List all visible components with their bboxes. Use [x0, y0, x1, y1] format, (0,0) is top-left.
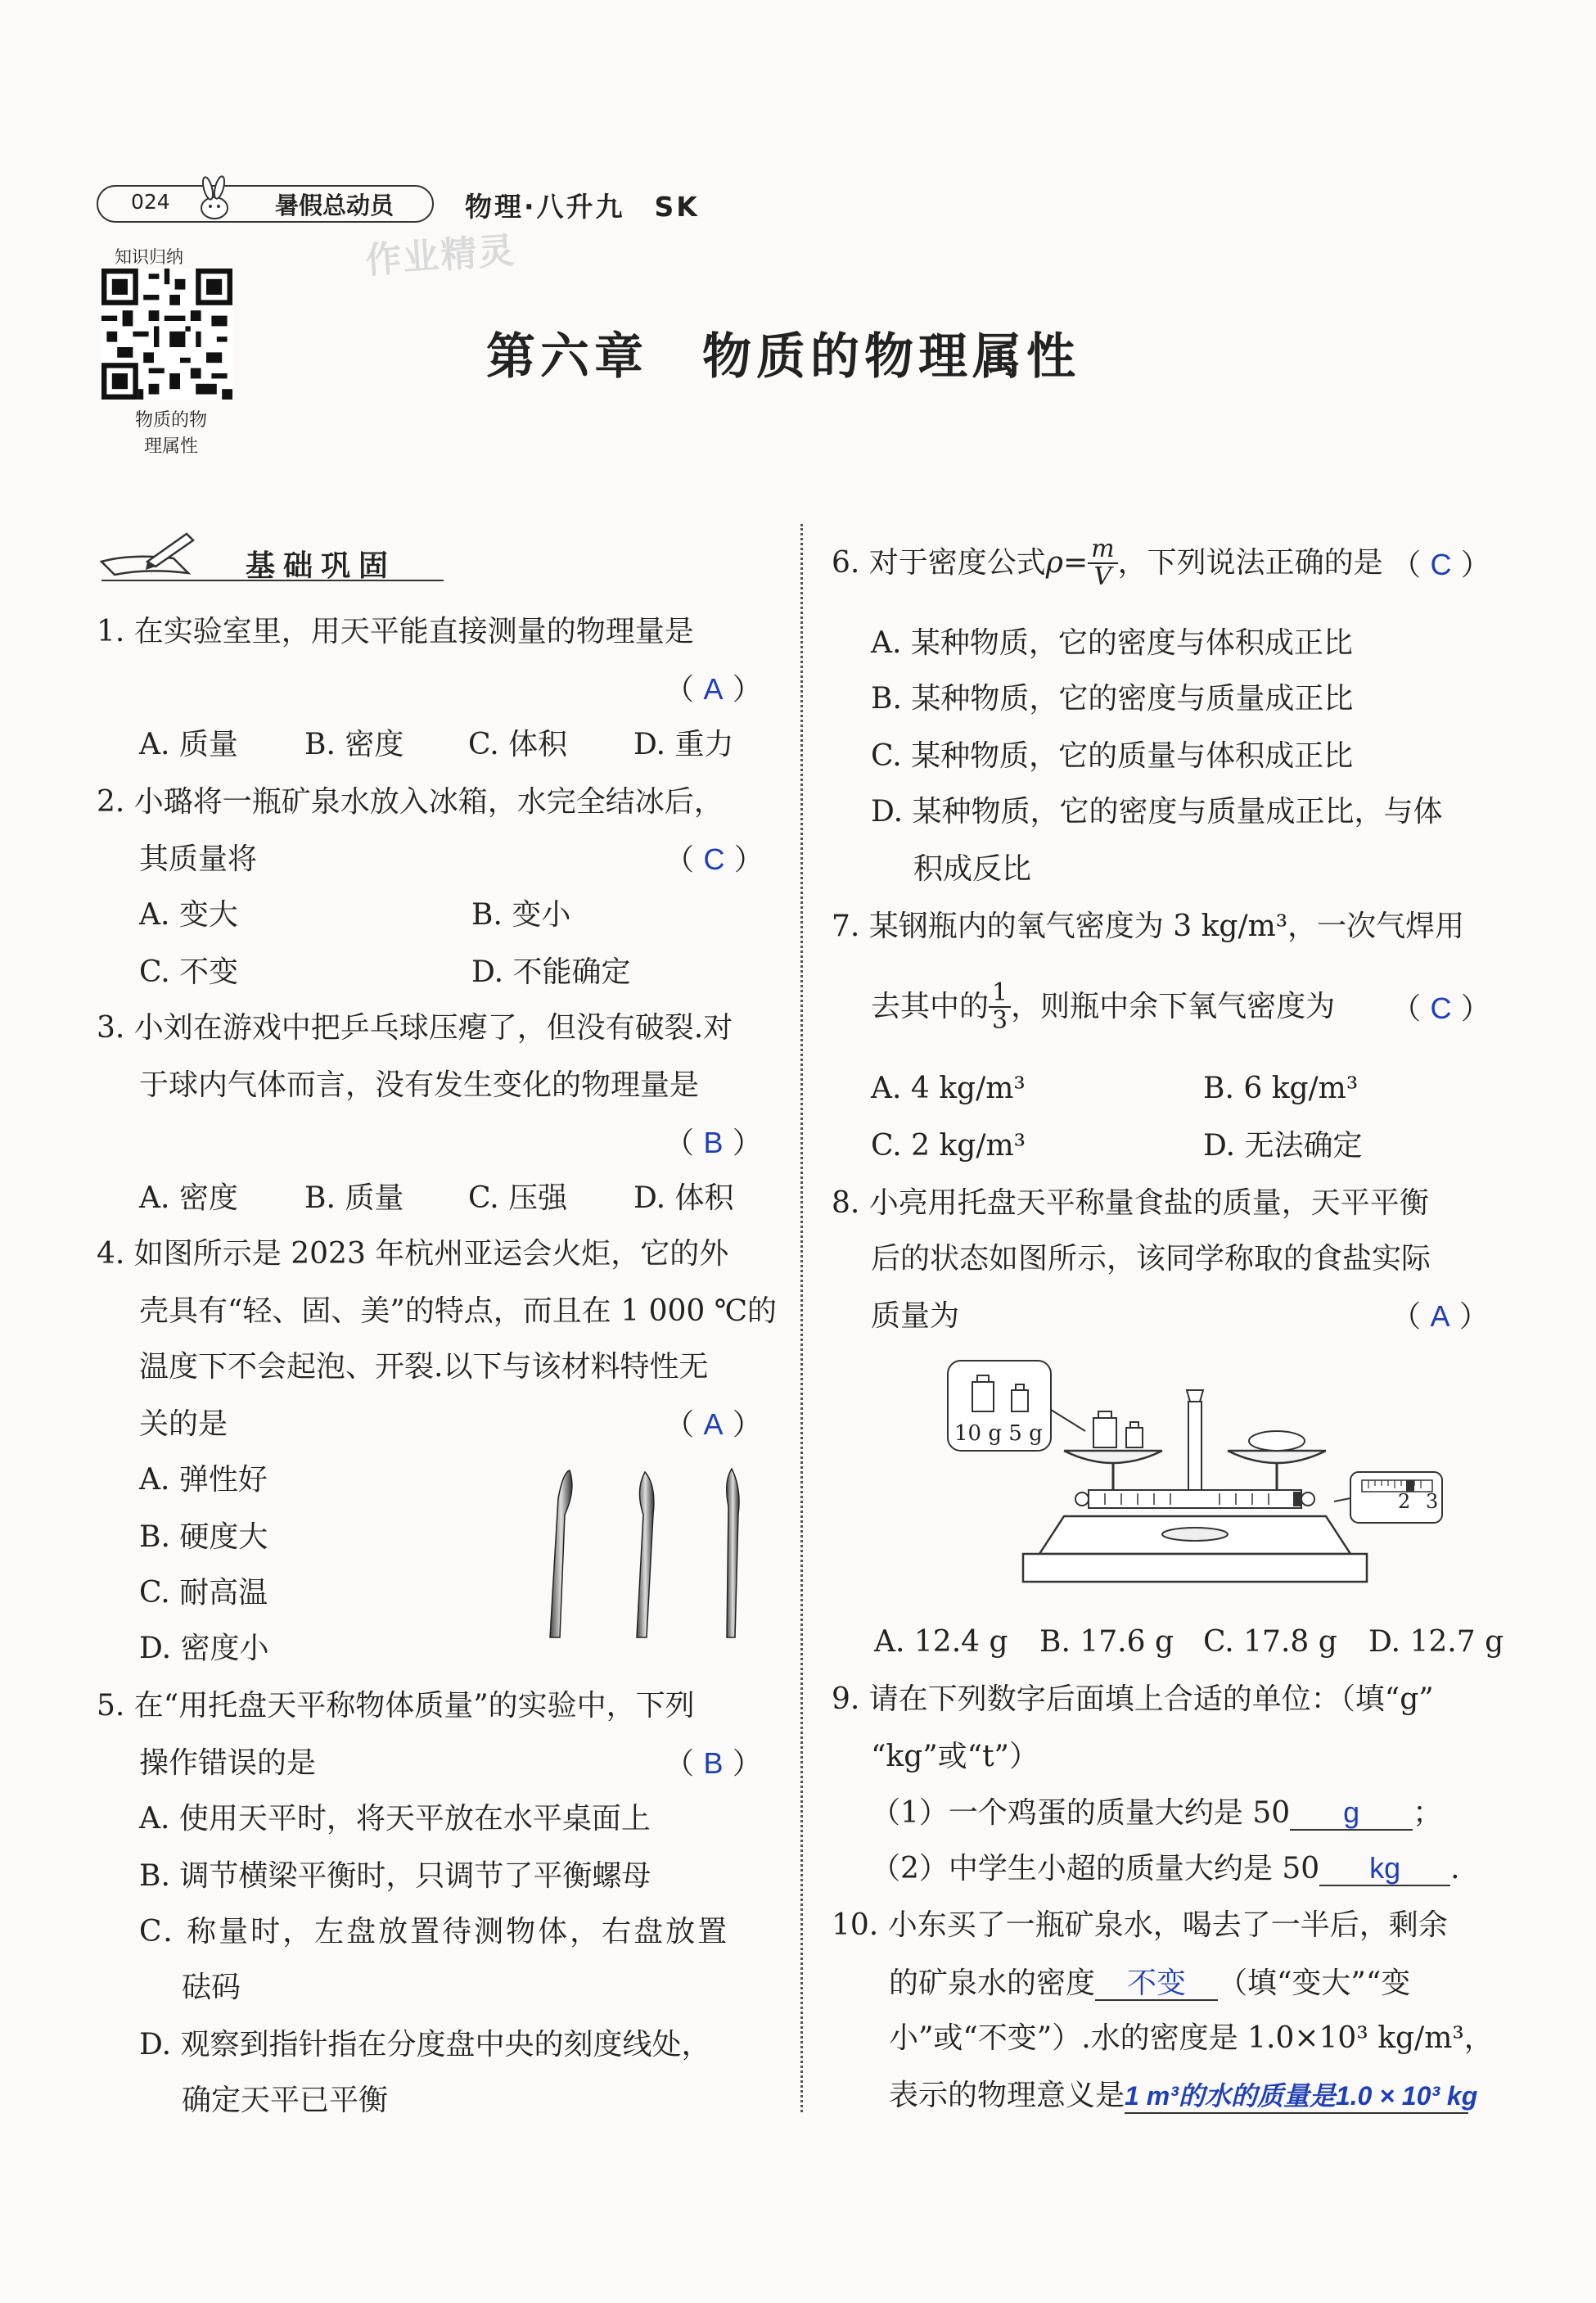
section-underline: [101, 580, 444, 581]
q7-stem-2: [871, 974, 1335, 1040]
q10-blank-meaning[interactable]: 1 m³的水的质量是1.0 × 10³ kg: [1125, 2079, 1468, 2114]
q8-option-c: C. 17.8 g: [1203, 1625, 1337, 1659]
balance-figure: [941, 1352, 1449, 1598]
q4-option-a: A. 弹性好: [139, 1463, 268, 1497]
q2-stem-1: 2. 小璐将一瓶矿泉水放入冰箱，水完全结冰后，: [97, 785, 724, 819]
q5-option-c: C. 称量时，左盘放置待测物体，右盘放置: [139, 1915, 730, 1949]
q3-answer-paren: （ B ）: [665, 1126, 762, 1160]
q7-option-a: A. 4 kg/m³: [871, 1072, 1026, 1105]
q2-answer: C: [703, 842, 725, 876]
q10-stem-2-text: 的矿泉水的密度: [889, 1967, 1096, 2000]
q6-option-b: B. 某种物质，它的密度与质量成正比: [871, 682, 1354, 716]
q10-stem-4: [889, 2079, 1478, 2114]
q1-stem: 1. 在实验室里，用天平能直接测量的物理量是: [97, 615, 694, 648]
q5-answer: B: [703, 1746, 724, 1780]
q3-answer: B: [703, 1126, 724, 1159]
q6-answer-paren: （ C ）: [1391, 548, 1490, 582]
q8-scale-3: 3: [1426, 1490, 1439, 1513]
q8-answer: A: [1430, 1299, 1450, 1333]
q9-part-1: [871, 1796, 1442, 1831]
q7-fraction: [989, 980, 1011, 1034]
q7-stem2-pre: 去其中的: [871, 990, 990, 1023]
q1-answer: A: [703, 672, 724, 706]
q5-option-a: A. 使用天平时，将天平放在水平桌面上: [139, 1802, 651, 1836]
q3-stem-1: 3. 小刘在游戏中把乒乓球压瘪了，但没有破裂.对: [97, 1011, 733, 1045]
q7-option-b: B. 6 kg/m³: [1203, 1072, 1359, 1105]
q7-answer: C: [1430, 991, 1452, 1025]
q8-weights-label: 10 g 5 g: [954, 1421, 1043, 1446]
rabbit-mascot-icon: [190, 175, 241, 224]
q9-part-1-end: ；: [1413, 1796, 1443, 1830]
q9-stem-1: 9. 请在下列数字后面填上合适的单位：（填“g”: [832, 1682, 1434, 1716]
q2-stem-2: 其质量将: [139, 842, 258, 876]
series-name: 暑假总动员: [275, 192, 394, 219]
q8-option-a: A. 12.4 g: [874, 1625, 1008, 1659]
q7-option-c: C. 2 kg/m³: [871, 1129, 1026, 1163]
q1-option-a: A. 质量: [139, 728, 238, 761]
q9-part-1-blank[interactable]: g: [1290, 1796, 1413, 1831]
q9-part-1-text: （1）一个鸡蛋的质量大约是 50: [871, 1796, 1291, 1830]
q7-frac-den: 3: [992, 1006, 1008, 1035]
q4-option-c: C. 耐高温: [139, 1576, 268, 1610]
qr-label: 知识归纳: [115, 247, 183, 267]
q9-part-2-end: .: [1450, 1852, 1460, 1885]
q7-stem2-post: ，则瓶中余下氧气密度为: [1011, 990, 1336, 1023]
q6-frac-den: V: [1093, 562, 1112, 591]
q2-option-a: A. 变大: [139, 898, 238, 932]
q6-option-d: D. 某种物质，它的密度与质量成正比，与体: [871, 795, 1443, 829]
q5-answer-paren: （ B ）: [665, 1746, 762, 1781]
q1-option-c: C. 体积: [468, 728, 568, 761]
q1-answer-paren: （ A ）: [665, 672, 762, 707]
section-title: 基础巩固: [246, 549, 397, 583]
q5-stem-2: 操作错误的是: [139, 1746, 317, 1780]
q6-option-c: C. 某种物质，它的质量与体积成正比: [871, 739, 1354, 773]
chapter-title: 第六章 物质的物理属性: [486, 328, 1080, 386]
q6-stem: [832, 531, 1383, 596]
q6-frac-num: m: [1088, 536, 1117, 564]
q7-frac-num: 1: [989, 980, 1011, 1008]
q8-stem-1: 8. 小亮用托盘天平称量食盐的质量，天平平衡: [832, 1186, 1429, 1220]
watermark: 作业精灵: [363, 229, 517, 282]
q10-blank-density[interactable]: 不变: [1095, 1967, 1218, 2001]
q5-option-c-cont: 砝码: [182, 1971, 241, 2004]
page-number: 024: [131, 190, 170, 214]
pencil-notebook-icon: [98, 529, 196, 581]
q4-stem-2: 壳具有“轻、固、美”的特点，而且在 1 000 ℃的: [139, 1294, 778, 1328]
q9-part-2-text: （2）中学生小超的质量大约是 50: [871, 1852, 1320, 1885]
qr-caption-line-2: 理属性: [143, 436, 198, 457]
q7-stem-1: 7. 某钢瓶内的氧气密度为 3 kg/m³，一次气焊用: [832, 910, 1465, 943]
q10-stem-2: [889, 1967, 1410, 2001]
q10-stem-4-text: 表示的物理意义是: [889, 2079, 1125, 2112]
q1-option-b: B. 密度: [304, 728, 404, 761]
q10-stem-2-end: （填“变大”“变: [1218, 1967, 1411, 2000]
q8-option-d: D. 12.7 g: [1368, 1625, 1504, 1659]
q4-answer-paren: （ A ）: [665, 1407, 762, 1442]
q5-option-b: B. 调节横梁平衡时，只调节了平衡螺母: [139, 1859, 651, 1893]
q8-answer-paren: （ A ）: [1391, 1299, 1489, 1334]
q2-option-c: C. 不变: [139, 955, 239, 989]
q8-stem-2: 后的状态如图所示，该同学称取的食盐实际: [871, 1242, 1431, 1276]
q4-stem-4: 关的是: [139, 1407, 228, 1441]
q5-option-d-cont: 确定天平已平衡: [182, 2084, 389, 2117]
qr-caption-line-1: 物质的物: [134, 410, 207, 431]
qr-code-icon[interactable]: [101, 269, 232, 400]
q9-stem-2: “kg”或“t”）: [871, 1740, 1039, 1773]
q3-option-d: D. 体积: [633, 1181, 734, 1215]
q1-option-d: D. 重力: [633, 728, 734, 761]
subject-label: 物理·八升九 SK: [465, 191, 700, 223]
q6-rho: ρ=: [1045, 546, 1089, 580]
q3-stem-2: 于球内气体而言，没有发生变化的物理量是: [139, 1068, 700, 1102]
q4-answer: A: [703, 1407, 724, 1441]
q3-option-a: A. 密度: [139, 1181, 238, 1215]
q6-answer: C: [1430, 548, 1452, 581]
q7-option-d: D. 无法确定: [1203, 1129, 1363, 1163]
q8-option-b: B. 17.6 g: [1039, 1625, 1174, 1659]
q2-answer-paren: （ C ）: [665, 842, 764, 877]
q8-stem-3: 质量为: [871, 1299, 960, 1333]
q2-option-d: D. 不能确定: [471, 955, 631, 989]
q5-option-d: D. 观察到指针指在分度盘中央的刻度线处，: [139, 2028, 711, 2061]
q3-option-b: B. 质量: [304, 1181, 404, 1215]
q6-stem-post: ，下列说法正确的是: [1117, 546, 1383, 580]
qr-caption: [105, 408, 237, 460]
q6-option-d-cont: 积成反比: [913, 852, 1032, 886]
q7-answer-paren: （ C ）: [1391, 991, 1490, 1026]
q9-part-2-blank[interactable]: kg: [1319, 1852, 1450, 1886]
q4-stem-3: 温度下不会起泡、开裂.以下与该材料特性无: [139, 1350, 709, 1384]
q6-option-a: A. 某种物质，它的密度与体积成正比: [871, 626, 1353, 660]
torch-images-icon: [540, 1465, 753, 1646]
q10-stem-1: 10. 小东买了一瓶矿泉水，喝去了一半后，剩余: [832, 1908, 1448, 1942]
column-divider: [800, 524, 803, 2112]
q6-stem-pre: 6. 对于密度公式: [832, 546, 1046, 580]
q8-scale-2: 2: [1398, 1490, 1411, 1513]
q6-fraction: [1088, 536, 1117, 590]
q4-option-b: B. 硬度大: [139, 1520, 268, 1554]
q5-stem-1: 5. 在“用托盘天平称物体质量”的实验中，下列: [97, 1689, 695, 1723]
q3-option-c: C. 压强: [468, 1181, 568, 1215]
q9-part-2: [871, 1852, 1460, 1886]
q4-option-d: D. 密度小: [139, 1632, 269, 1665]
q10-stem-3: 小”或“不变”）.水的密度是 1.0×10³ kg/m³，: [889, 2021, 1494, 2055]
q2-option-b: B. 变小: [471, 898, 571, 932]
q4-stem-1: 4. 如图所示是 2023 年杭州亚运会火炬，它的外: [97, 1237, 729, 1271]
